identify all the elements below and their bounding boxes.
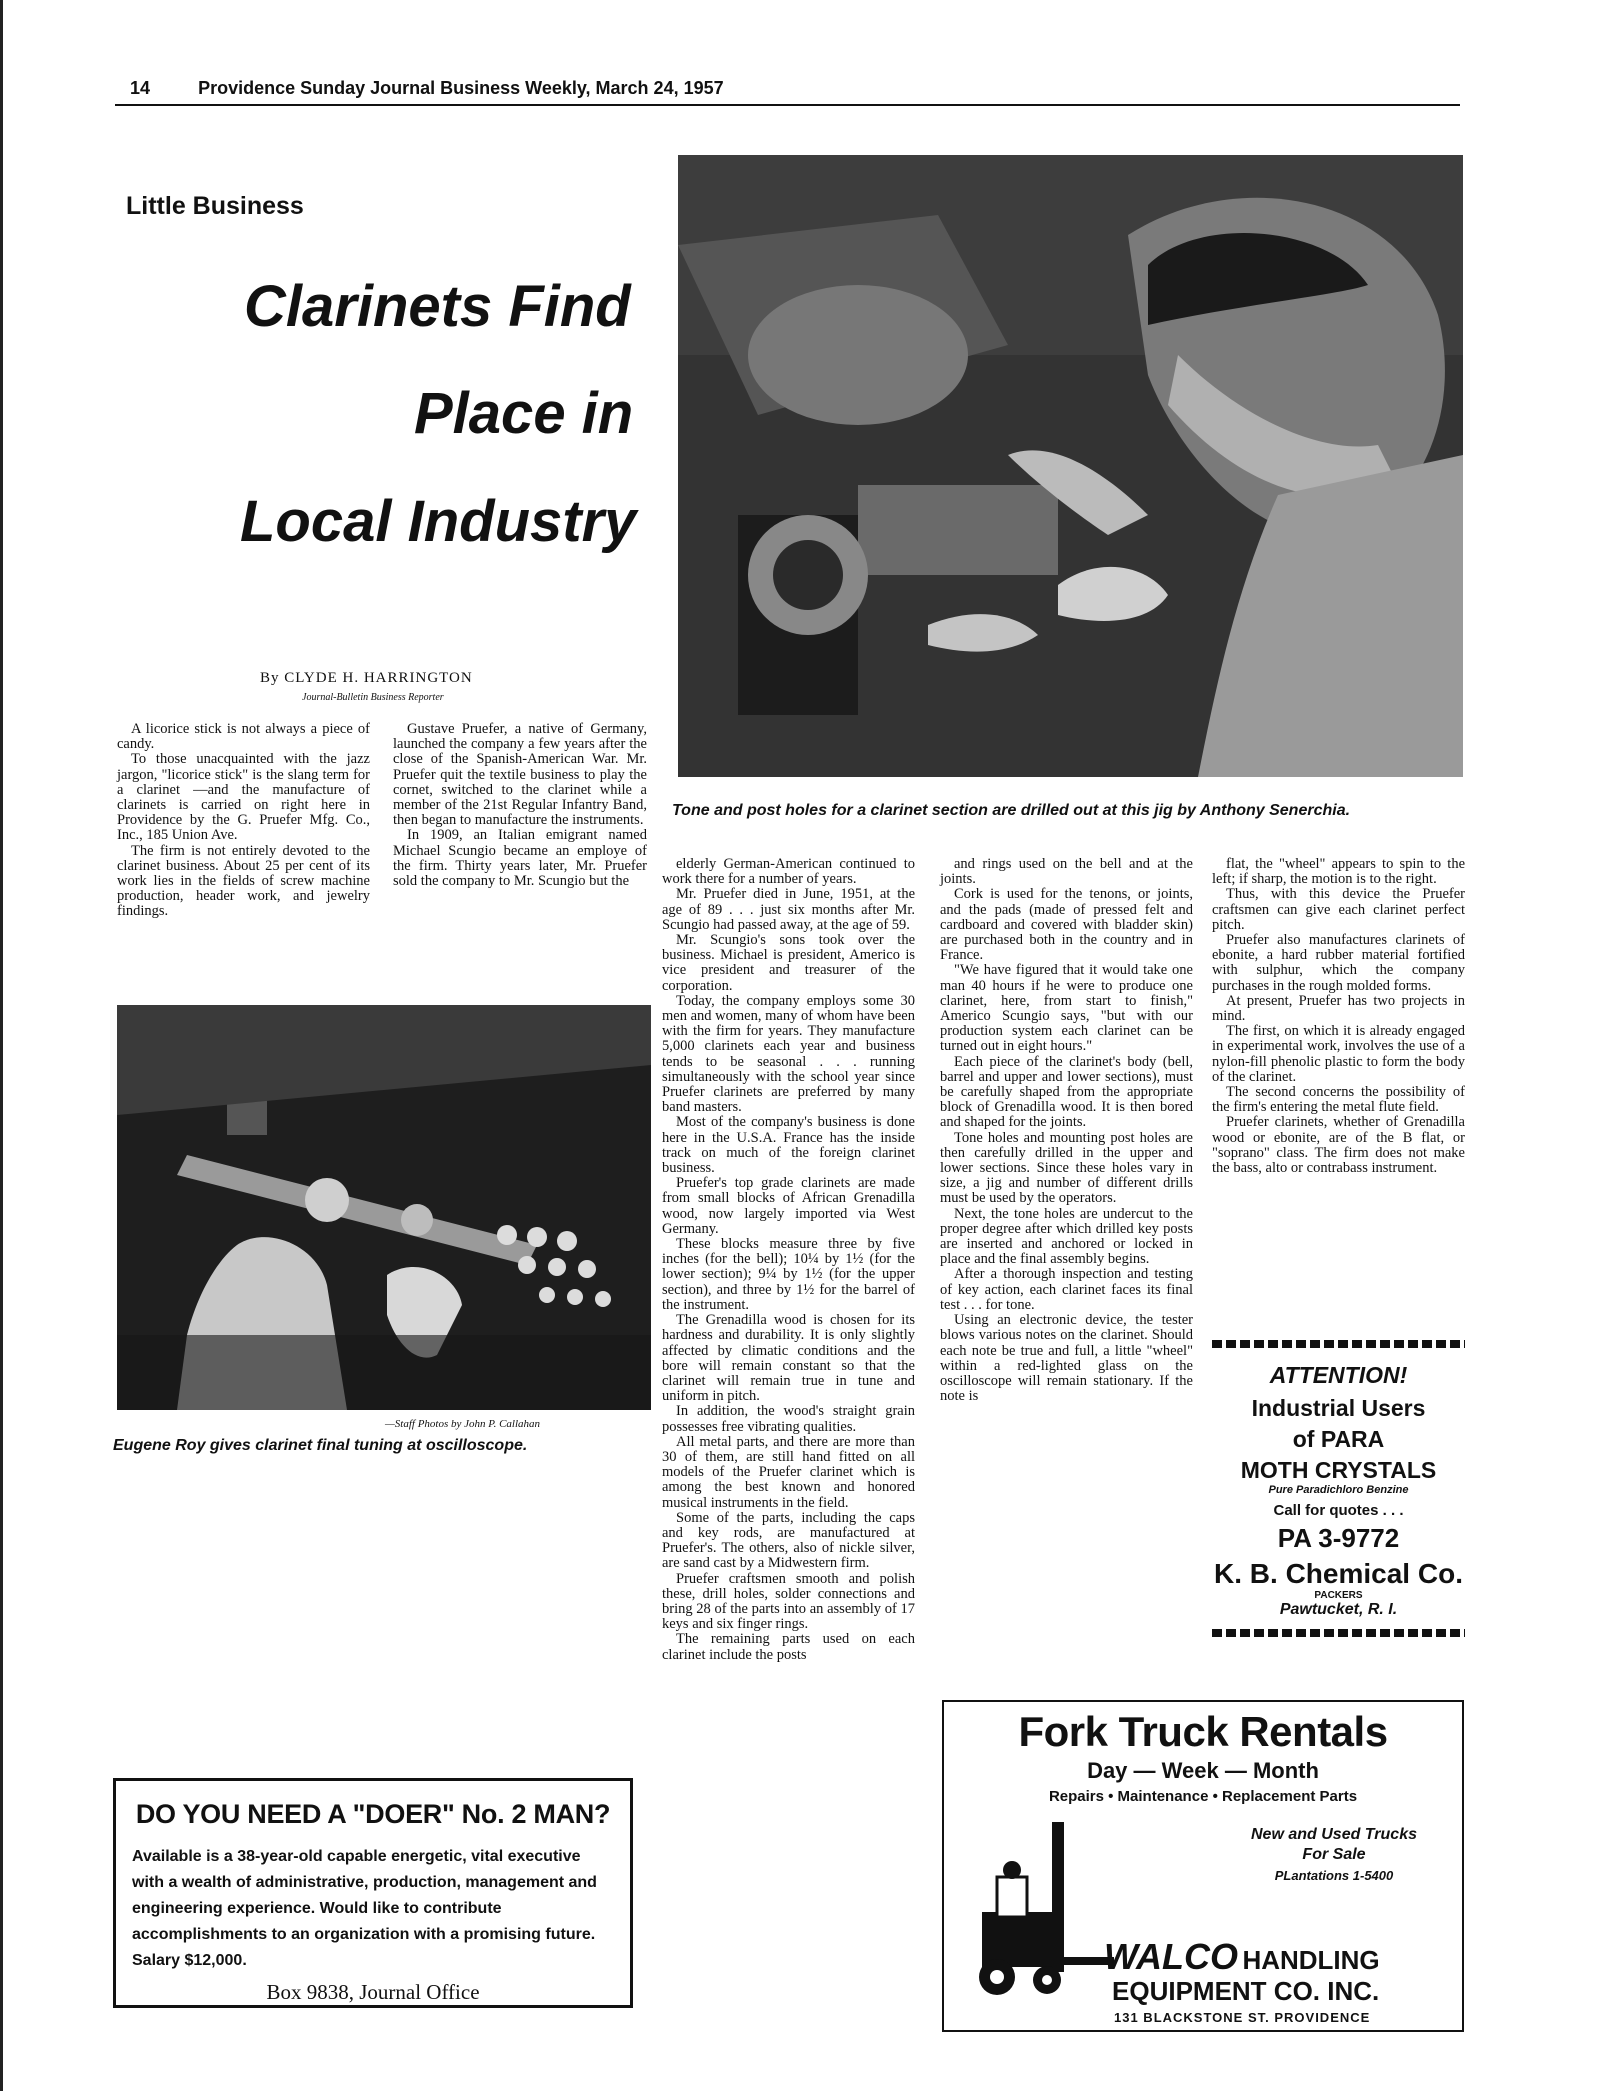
photo-credit: —Staff Photos by John P. Callahan [385,1418,541,1430]
ad-border-rule [1212,1340,1465,1348]
paragraph: These blocks measure three by five inches (for the bell); 10¼ by 1½ (for the lower section); 9¼ by 1½ (for the upper section), and three by 1½ for the barrel of the instrument. [662,1236,915,1313]
paragraph: flat, the "wheel" appears to spin to the left; if sharp, the motion is to the right. [1212,856,1465,888]
ad-doer-no2-man [113,1778,633,2008]
paragraph: Pruefer craftsmen smooth and polish these, drill holes, solder connections and bring 28 of the parts into an assembly of 17 keys and six finger rings. [662,1570,915,1633]
photo-oscilloscope-tuning-image [117,1005,651,1410]
page-left-border [0,0,3,2091]
article-column-1 [117,722,370,920]
publication-line: Providence Sunday Journal Business Weekly, March 24, 1957 [198,78,724,98]
forklift-icon [952,1822,1122,2002]
paragraph: Mr. Pruefer died in June, 1951, at the age of 89 . . . just six months after Mr. Scungio had passed away, at the age of 59. [662,886,915,933]
ad-fork-new-used: New and Used Trucks [1251,1826,1417,1843]
paragraph: elderly German-American continued to work there for a number of years. [662,856,915,888]
ad-moth-line4: MOTH CRYSTALS [1240,1457,1437,1483]
ad-moth-company: K. B. Chemical Co. [1214,1558,1463,1589]
ad-moth-crystals [1212,1340,1465,1637]
paragraph: After a thorough inspection and testing of key action, each clarinet faces its final test . . . for tone. [940,1266,1193,1313]
ad-fork-brand-line [1104,1936,1380,1978]
paragraph: The first, on which it is already engaged in experimental work, involves the use of a nylon-fill phenolic plastic to form the body of the clarinet. [1212,1023,1465,1085]
paragraph: The Grenadilla wood is chosen for its hardness and durability. It is only slightly affected by climatic conditions and the bore will remain constant so that the clarinet will remain true in tune and uniform in pitch. [662,1312,915,1405]
ad-moth-line2: Industrial Users [1251,1395,1426,1421]
paragraph: Thus, with this device the Pruefer craftsmen can give each clarinet perfect pitch. [1212,886,1465,933]
article-column-3 [662,857,915,1663]
headline-line-1: Clarinets Find [244,274,631,339]
article-column-5 [1212,857,1465,1176]
page-number: 14 [130,78,151,98]
paragraph: The second concerns the possibility of the firm's entering the metal flute field. [1212,1084,1465,1116]
paragraph: Pruefer also manufactures clarinets of ebonite, a hard rubber material fortified with sulphur, which the company purchases in the rough molded forms. [1212,932,1465,994]
byline-title: Journal-Bulletin Business Reporter [302,692,444,703]
ad-fork-brand: WALCO [1104,1936,1238,1977]
ad-doer-reply: Box 9838, Journal Office [266,1980,480,2004]
ad-fork-for-sale: For Sale [1302,1846,1366,1863]
paragraph: In 1909, an Italian emigrant named Michael Scungio became an employe of the firm. Thirty years later, Mr. Pruefer sold the company to Mr. Scungio but the [393,827,647,890]
paragraph: Gustave Pruefer, a native of Germany, launched the company a few years after the close of the Spanish-American War. Mr. Pruefer quit the textile business to play the cornet, switched to the clarinet while a member of the 21st Regular Infantry Band, then began to manufacture the instruments. [393,721,647,829]
paragraph: In addition, the wood's straight grain possesses free vibrating qualities. [662,1403,915,1435]
photo-drilling-jig [678,155,1463,777]
ad-moth-line6: Call for quotes . . . [1273,1502,1404,1519]
paragraph: To those unacquainted with the jazz jargon, "licorice stick" is the slang term for a clarinet —and the manufacture of clarinets is carried on right here in Providence by the G. Pruefer Mfg. Co., Inc., 185 Union Ave. [117,751,370,844]
ad-moth-location: Pawtucket, R. I. [1279,1601,1398,1618]
paragraph: Today, the company employs some 30 men and women, many of whom have been with the firm for years. They manufacture 5,000 clarinets each year and business tends to be seasonal . . . running simultaneously with the school year since Pruefer clarinets are preferred by many band masters. [662,992,915,1116]
paragraph: Tone holes and mounting post holes are then carefully drilled in the upper and lower sections. Since these holes vary in size, a jig and number of different drills must be used by the operators. [940,1129,1193,1207]
ad-fork-company: EQUIPMENT CO. INC. [1112,1976,1380,2006]
page-header [130,78,724,99]
ad-fork-brand-rest: HANDLING [1242,1945,1380,1975]
ad-fork-truck-rentals [942,1700,1464,2032]
paragraph: Mr. Scungio's sons took over the business. Michael is president, Americo is vice president and treasurer of the corporation. [662,932,915,994]
photo-oscilloscope-tuning [117,1005,651,1410]
ad-moth-line1: ATTENTION! [1269,1362,1408,1388]
paragraph: Pruefer clarinets, whether of Grenadilla wood or ebonite, are of the B flat, or "soprano" class. The firm does not make the bass, alto or contrabass instrument. [1212,1114,1465,1177]
ad-moth-line3: of PARA [1292,1426,1385,1452]
headline-line-2: Place in [414,381,634,446]
ad-fork-periods: Day — Week — Month [1087,1758,1319,1783]
byline: By CLYDE H. HARRINGTON [260,670,473,686]
ad-fork-phone: PLantations 1-5400 [1274,1868,1394,1883]
paragraph: A licorice stick is not always a piece of candy. [117,721,370,753]
paragraph: At present, Pruefer has two projects in mind. [1212,992,1465,1025]
paragraph: Most of the company's business is done here in the U.S.A. France has the inside track on much of the foreign clarinet business. [662,1114,915,1177]
paragraph: Using an electronic device, the tester blows various notes on the clarinet. Should each note be true and full, a little "wheel" within a red-lighted glass on the oscilloscope will remain stationary. If the note is [940,1312,1193,1405]
ad-fork-services: Repairs • Maintenance • Replacement Parts [1048,1788,1358,1805]
paragraph: Cork is used for the tenons, or joints, and the pads (made of pressed felt and cardboard and covered with bladder skin) are purchased both in the country and in France. [940,886,1193,964]
paragraph: Pruefer's top grade clarinets are made from small blocks of African Grenadilla wood, now largely imported via West Germany. [662,1175,915,1237]
paragraph: The firm is not entirely devoted to the clarinet business. About 25 per cent of its work lies in the fields of screw machine production, header work, and jewelry findings. [117,842,370,920]
ad-doer-body: Available is a 38-year-old capable energetic, vital executive with a wealth of administrative, production, management and engineering experience. Would like to contribute accomplishments to an organization with a promising future. Salary $12,000. [132,1848,597,1969]
ad-moth-line5: Pure Paradichloro Benzine [1268,1484,1409,1496]
ad-fork-address: 131 BLACKSTONE ST. PROVIDENCE [1114,2010,1371,2025]
paragraph: Next, the tone holes are undercut to the proper degree after which drilled key posts are inserted and anchored or locked in place and the final assembly begins. [940,1205,1193,1268]
paragraph: and rings used on the bell and at the joints. [940,856,1193,888]
photo-drilling-jig-image [678,155,1463,777]
paragraph: Each piece of the clarinet's body (bell, barrel and upper and lower sections), must be carefully shaped from the appropriate block of Grenadilla wood. It is then bored and shaped for the joints. [940,1053,1193,1131]
caption-bottom-photo: Eugene Roy gives clarinet final tuning at oscilloscope. [113,1437,528,1454]
paragraph: All metal parts, and there are more than 30 of them, are still hand fitted on all models of the Pruefer clarinet which is among the best known and honored musical instruments in the field. [662,1433,915,1511]
headline-line-3: Local Industry [240,489,637,554]
paragraph: Some of the parts, including the caps and key rods, are manufactured at Pruefer's. The others, also of nickle silver, are sand cast by a Midwestern firm. [662,1509,915,1572]
paragraph: "We have figured that it would take one man 40 hours if he were to produce one clarinet, here, from start to finish," Americo Scungio says, "but with our production system each clarinet can be turned out in eight hours." [940,962,1193,1055]
ad-moth-phone: PA 3-9772 [1277,1523,1400,1553]
ad-doer-headline: DO YOU NEED A "DOER" No. 2 MAN? [135,1799,611,1829]
ad-moth-role: PACKERS [1314,1590,1363,1601]
ad-fork-title: Fork Truck Rentals [1018,1708,1388,1755]
header-rule [115,104,1460,106]
caption-top-photo: Tone and post holes for a clarinet section are drilled out at this jig by Anthony Senerchia. [672,802,1351,819]
ad-border-rule [1212,1629,1465,1637]
article-column-4 [940,857,1193,1404]
paragraph: The remaining parts used on each clarinet include the posts [662,1631,915,1663]
article-column-2 [393,722,647,889]
kicker: Little Business [126,192,304,220]
